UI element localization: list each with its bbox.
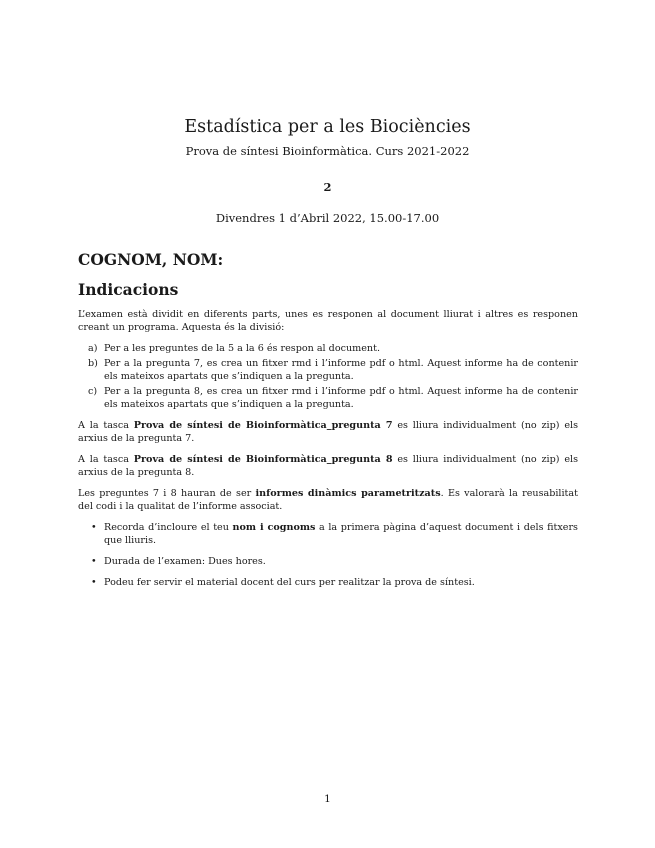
bullet-icon: •: [91, 522, 97, 533]
indications-heading: Indicacions: [78, 280, 179, 299]
task7-task-name: Prova de síntesi de Bioinformàtica_pregunta 7: [133, 420, 393, 431]
list-item-text: Per a la pregunta 8, es crea un fitxer rmd i l’informe pdf o html. Aquest informe ha de contenir els mateixos apartats que s’indiquen a la pregunta.: [104, 386, 578, 410]
bullet-icon: •: [91, 556, 97, 567]
list-item: [78, 385, 578, 411]
dynamic-reports-paragraph: [78, 487, 578, 513]
document-subtitle: Prova de síntesi Bioinformàtica. Curs 2021-2022: [185, 144, 470, 158]
bullet-text: Podeu fer servir el material docent del curs per realitzar la prova de síntesi.: [104, 577, 475, 588]
bullet-text: Durada de l’examen: Dues hores.: [104, 556, 266, 567]
dynamic-text-post: . Es valorarà la reusabilitat del codi i la qualitat de l’informe associat.: [78, 488, 578, 512]
list-item: [78, 555, 578, 568]
list-item: [78, 576, 578, 589]
exam-date: Divendres 1 d’Abril 2022, 15.00-17.00: [215, 211, 440, 225]
task7-text-pre: A la tasca: [78, 420, 134, 431]
list-marker: c): [88, 386, 98, 397]
list-item-text: Per a la pregunta 7, es crea un fitxer rmd i l’informe pdf o html. Aquest informe ha de contenir els mateixos apartats que s’indiquen a la pregunta.: [104, 358, 578, 382]
notes-list: [78, 521, 578, 589]
list-marker: a): [88, 343, 98, 354]
task8-task-name: Prova de síntesi de Bioinformàtica_pregunta 8: [133, 454, 393, 465]
bullet-text-pre: Recorda d’incloure el teu: [104, 522, 233, 533]
parts-list: [78, 342, 578, 411]
task7-text-post: es lliura individualment (no zip) els arxius de la pregunta 7.: [78, 420, 578, 444]
dynamic-text-pre: Les preguntes 7 i 8 hauran de ser: [78, 488, 256, 499]
task8-text-post: es lliura individualment (no zip) els arxius de la pregunta 8.: [78, 454, 578, 478]
list-item-text: Per a les preguntes de la 5 a la 6 és respon al document.: [104, 343, 381, 354]
list-item: [78, 342, 578, 355]
document-body: [78, 250, 578, 597]
name-heading: COGNOM, NOM:: [78, 250, 224, 269]
bullet-icon: •: [91, 577, 97, 588]
bullet-text-post: a la primera pàgina d’aquest document i dels fitxers que lliuris.: [104, 522, 578, 546]
task8-paragraph: [78, 453, 578, 479]
document-title: Estadística per a les Biociències: [184, 117, 471, 137]
intro-paragraph: L’examen està dividit en diferents parts, unes es responen al document lliurat i altres es responen creant un programa. Aquesta és la divisió:: [78, 309, 578, 333]
task8-text-pre: A la tasca: [78, 454, 134, 465]
dynamic-reports-term: informes dinàmics parametritzats: [255, 488, 441, 499]
bullet-bold-text: nom i cognoms: [232, 522, 316, 533]
exam-number: 2: [323, 180, 332, 194]
page-number: 1: [324, 793, 331, 805]
list-marker: b): [88, 358, 98, 369]
list-item: [78, 357, 578, 383]
task7-paragraph: [78, 419, 578, 445]
list-item: [78, 521, 578, 547]
